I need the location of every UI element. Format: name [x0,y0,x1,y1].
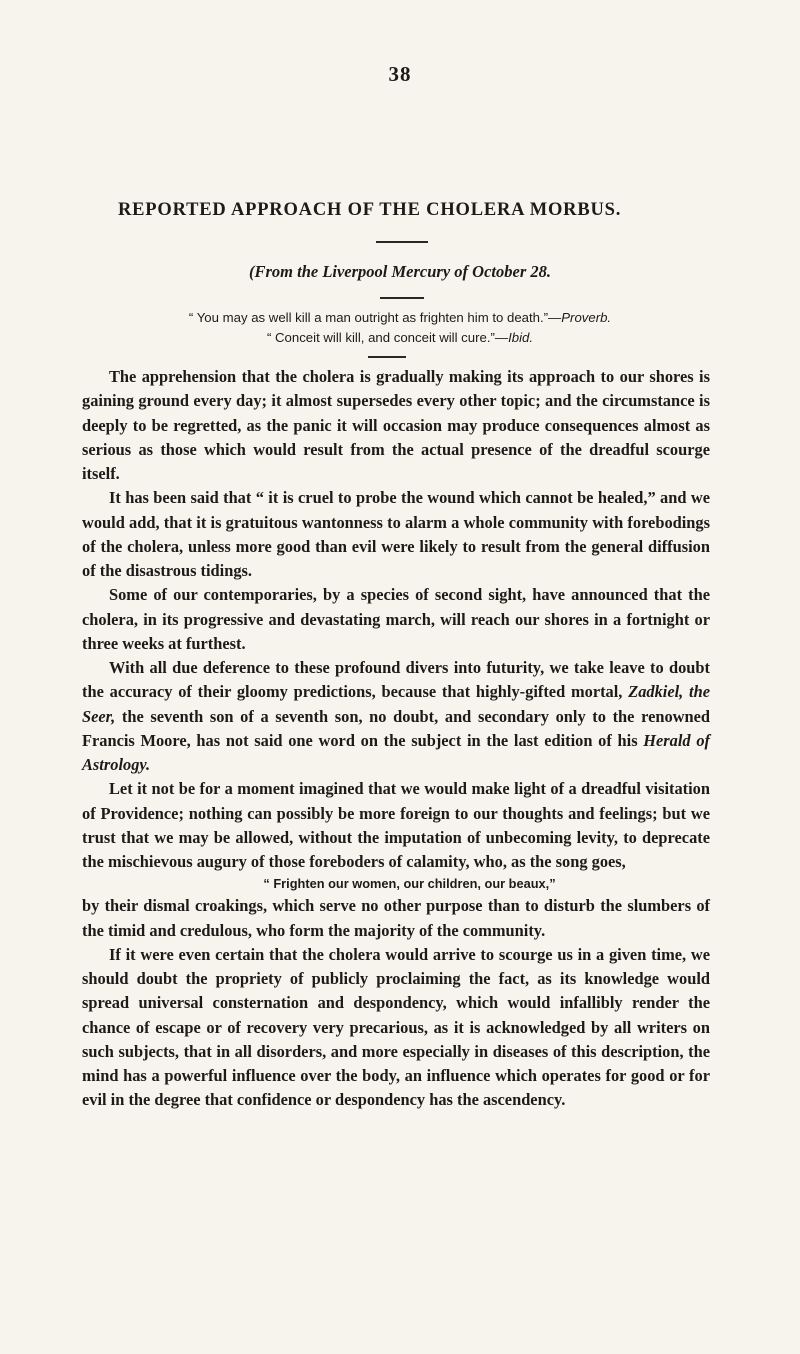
epigraph-attribution: Proverb. [561,310,612,325]
publication-title: Herald of Astrology. [82,730,710,774]
paragraph-text: the seventh son of a seventh son, no doubt, and secondary only to the renowned Francis Moore, has not said one word on the subject in the last edition of his [82,706,710,750]
paragraph: The apprehension that the cholera is gradually making its approach to our shores is gaining ground every day; it almost supersedes every other topic; and the circumstance is deeply to be regretted, as the panic it will occasion may produce consequences almost as serious as those which would result from the actual presence of the dreadful scourge itself. [82,367,710,483]
epigraph-text: “ Conceit will kill, and conceit will cure.”— [266,330,509,345]
source-line: (From the Liverpool Mercury of October 28. [248,262,551,281]
epigraph-1 [0,310,800,325]
article-title: REPORTED APPROACH OF THE CHOLERA MORBUS. [118,200,622,220]
paragraph: Let it not be for a moment imagined that we would make light of a dreadful visitation of Providence; nothing can possibly be more foreign to our thoughts and feelings; but we trust that we may be allowed, without the imputation of unbecoming levity, to deprecate the mischievous augury of those foreboders of calamity, who, as the song goes, [82,779,710,871]
paragraph-text: With all due deference to these profound divers into futurity, we take leave to doubt the accuracy of their gloomy predictions, because that highly-gifted mortal, [82,658,710,702]
seer-name: Zadkiel, the Seer, [82,682,710,726]
paragraph: Some of our contemporaries, by a species of second sight, have announced that the cholera, in its progressive and devastating march, will reach our shores in a fortnight or three weeks at furthest. [82,585,710,653]
paragraph-continuation: by their dismal croakings, which serve no other purpose than to disturb the slumbers of the timid and credulous, who form the majority of the community. [82,896,710,940]
epigraph-attribution: Ibid. [508,330,534,345]
article-body [82,365,710,1113]
epigraph-text: “ You may as well kill a man outright as frighten him to death.”— [188,310,562,325]
verse-quote: “ Frighten our women, our children, our beaux,” [263,876,556,892]
paragraph [82,656,710,777]
paragraph: It has been said that “ it is cruel to probe the wound which cannot be healed,” and we would add, that it is gratuitous wantonness to alarm a whole community with forebodings of the cholera, unless more good than evil were likely to result from the general diffusion of the disastrous tidings. [82,488,710,580]
paragraph: If it were even certain that the cholera would arrive to scourge us in a given time, we should doubt the propriety of publicly proclaiming the fact, as its knowledge would spread universal consternation and despondency, which would infallibly render the chance of escape or of recovery very precarious, as it is acknowledged by all writers on such subjects, that in all disorders, and more especially in diseases of this description, the mind has a powerful influence over the body, an influence which operates for good or for evil in the degree that confidence or despondency has the ascendency. [82,944,710,1110]
divider-rule [376,241,428,243]
divider-rule [368,356,406,358]
epigraph-2 [0,330,800,345]
page-number: 38 [388,62,412,86]
divider-rule [380,297,424,299]
